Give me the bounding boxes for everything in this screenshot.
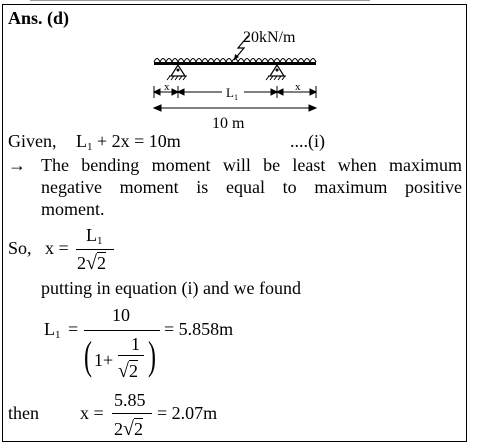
putting-text: putting in equation (i) and we found xyxy=(41,278,301,298)
so-numerator: $L_1$ xyxy=(86,225,103,247)
statement-line-3: moment. xyxy=(41,199,105,219)
then-result: = 2.07m xyxy=(157,403,218,423)
statement-line-1: The bending moment will be least when maximum xyxy=(41,155,462,175)
span-label: 10 m xyxy=(212,115,245,132)
x-label-right: x xyxy=(295,81,301,93)
x-label-left: x xyxy=(164,81,170,93)
l1-inner-denominator: √2 xyxy=(118,360,138,382)
l1-right-paren: ) xyxy=(148,333,156,378)
statement-line-2: negative moment is equal to maximum positive xyxy=(41,177,462,197)
l1-den-one: 1+ xyxy=(94,350,114,370)
l1-equals: = xyxy=(68,319,79,339)
dimension-row-2 xyxy=(154,105,316,111)
l1-left-paren: ( xyxy=(84,333,92,378)
equation-tag: ....(i) xyxy=(290,131,325,151)
l1-inner-bar xyxy=(118,355,144,356)
so-label: So, xyxy=(8,238,32,258)
arrow-symbol: → xyxy=(8,155,26,175)
l1-label: $L_1$ xyxy=(226,85,238,102)
so-denominator: 2√2 xyxy=(77,252,106,274)
l1-result: = 5.858m xyxy=(164,319,234,339)
then-lhs: x = xyxy=(80,403,104,423)
l1-lhs: $L_1$ xyxy=(44,319,61,341)
right-support xyxy=(266,65,286,80)
then-label: then xyxy=(8,403,39,423)
given-equation: $L_1 + 2x = 10m$ xyxy=(76,131,181,153)
then-denominator: 2√2 xyxy=(114,418,143,440)
so-fraction-bar xyxy=(76,249,114,250)
left-support xyxy=(167,65,187,80)
beam-figure xyxy=(140,24,340,134)
l1-numerator: 10 xyxy=(112,305,130,325)
given-label: Given, xyxy=(8,131,57,151)
load-label: 20kN/m xyxy=(243,29,296,46)
then-numerator: 5.85 xyxy=(114,390,146,410)
answer-label: Ans. (d) xyxy=(8,8,70,28)
l1-inner-numerator: 1 xyxy=(131,334,140,354)
then-fraction-bar xyxy=(112,413,152,414)
l1-fraction-bar xyxy=(84,330,160,331)
so-lhs: x = xyxy=(45,238,69,258)
